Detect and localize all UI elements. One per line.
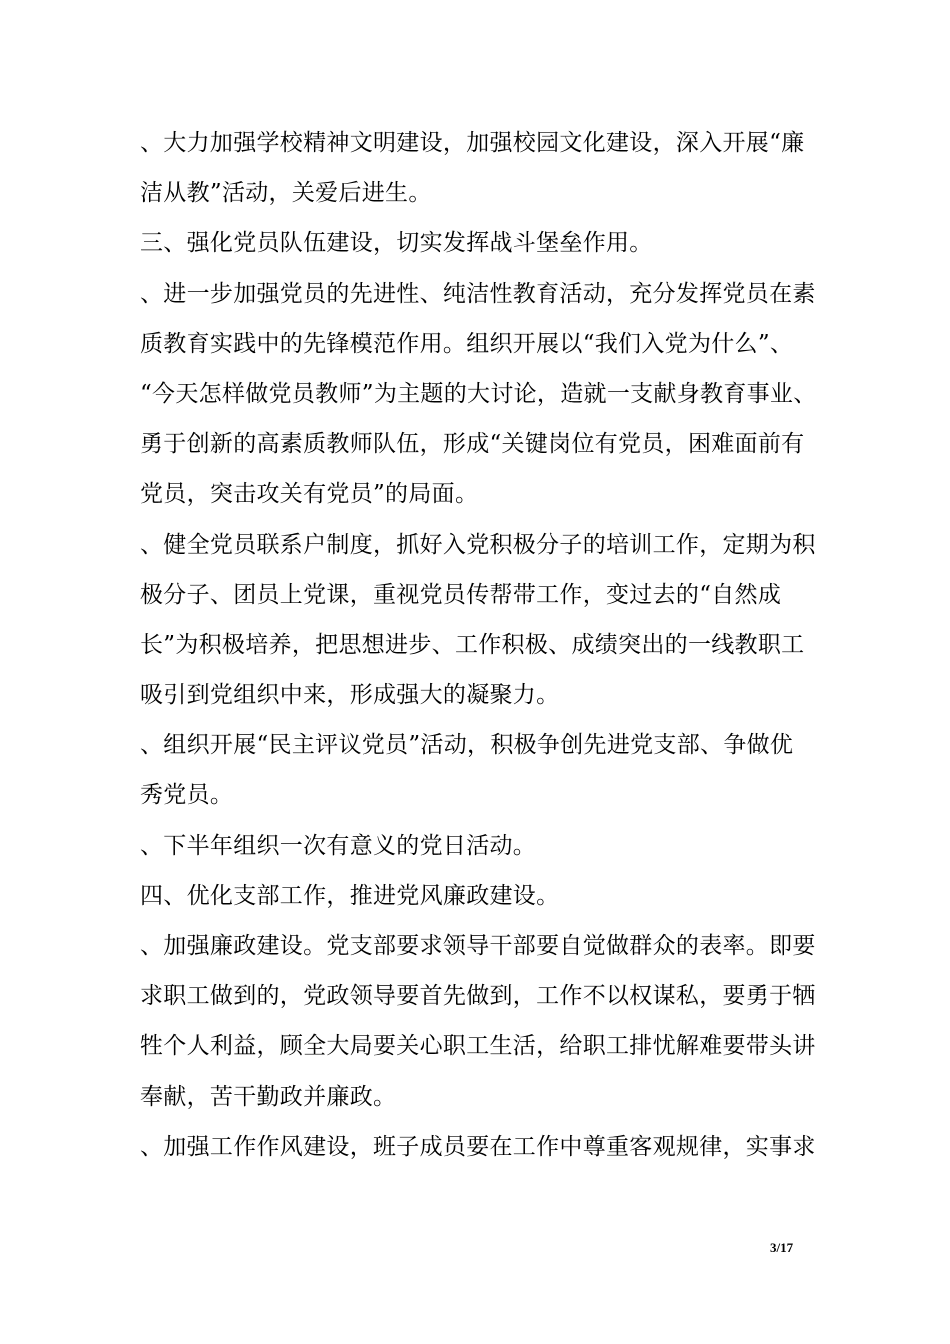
text-line: 求职工做到的，党政领导要首先做到，工作不以权谋私，要勇于牺 — [140, 983, 816, 1010]
text-line: “今天怎样做党员教师”为主题的大讨论，造就一支献身教育事业、 — [140, 380, 817, 407]
document-body — [140, 118, 820, 1172]
text-line: 长”为积极培养，把思想进步、工作积极、成绩突出的一线教职工 — [140, 631, 805, 658]
text-line: 牲个人利益，顾全大局要关心职工生活，给职工排忧解难要带头讲 — [140, 1033, 816, 1060]
text-line: 、大力加强学校精神文明建设，加强校园文化建设，深入开展“廉 — [140, 130, 805, 156]
text-line: 勇于创新的高素质教师队伍，形成“关键岗位有党员，困难面前有 — [140, 431, 805, 458]
text-line: 吸引到党组织中来，形成强大的凝聚力。 — [140, 682, 560, 709]
text-line: 、下半年组织一次有意义的党日活动。 — [140, 832, 537, 859]
text-line: 、组织开展“民主评议党员”活动，积极争创先进党支部、争做优 — [140, 732, 794, 759]
text-line: 质教育实践中的先锋模范作用。组织开展以“我们入党为什么”、 — [140, 330, 794, 357]
text-line: 奉献，苦干勤政并廉政。 — [140, 1083, 397, 1110]
text-line: 极分子、团员上党课，重视党员传帮带工作，变过去的“自然成 — [140, 581, 782, 608]
page-number: 3/17 — [770, 1240, 794, 1255]
text-line: 、进一步加强党员的先进性、纯洁性教育活动，充分发挥党员在素 — [140, 280, 816, 307]
section-heading: 三、强化党员队伍建设，切实发挥战斗堡垒作用。 — [140, 230, 653, 257]
text-line: 党员，突击攻关有党员”的局面。 — [140, 481, 479, 508]
text-line: 秀党员。 — [140, 782, 234, 809]
text-line: 洁从教”活动，关爱后进生。 — [140, 180, 432, 207]
text-line: 、加强工作作风建设，班子成员要在工作中尊重客观规律，实事求 — [140, 1133, 816, 1160]
text-line: 、加强廉政建设。党支部要求领导干部要自觉做群众的表率。即要 — [140, 933, 816, 959]
section-heading: 四、优化支部工作，推进党风廉政建设。 — [140, 882, 560, 909]
text-line: 、健全党员联系户制度，抓好入党积极分子的培训工作，定期为积 — [140, 531, 816, 558]
